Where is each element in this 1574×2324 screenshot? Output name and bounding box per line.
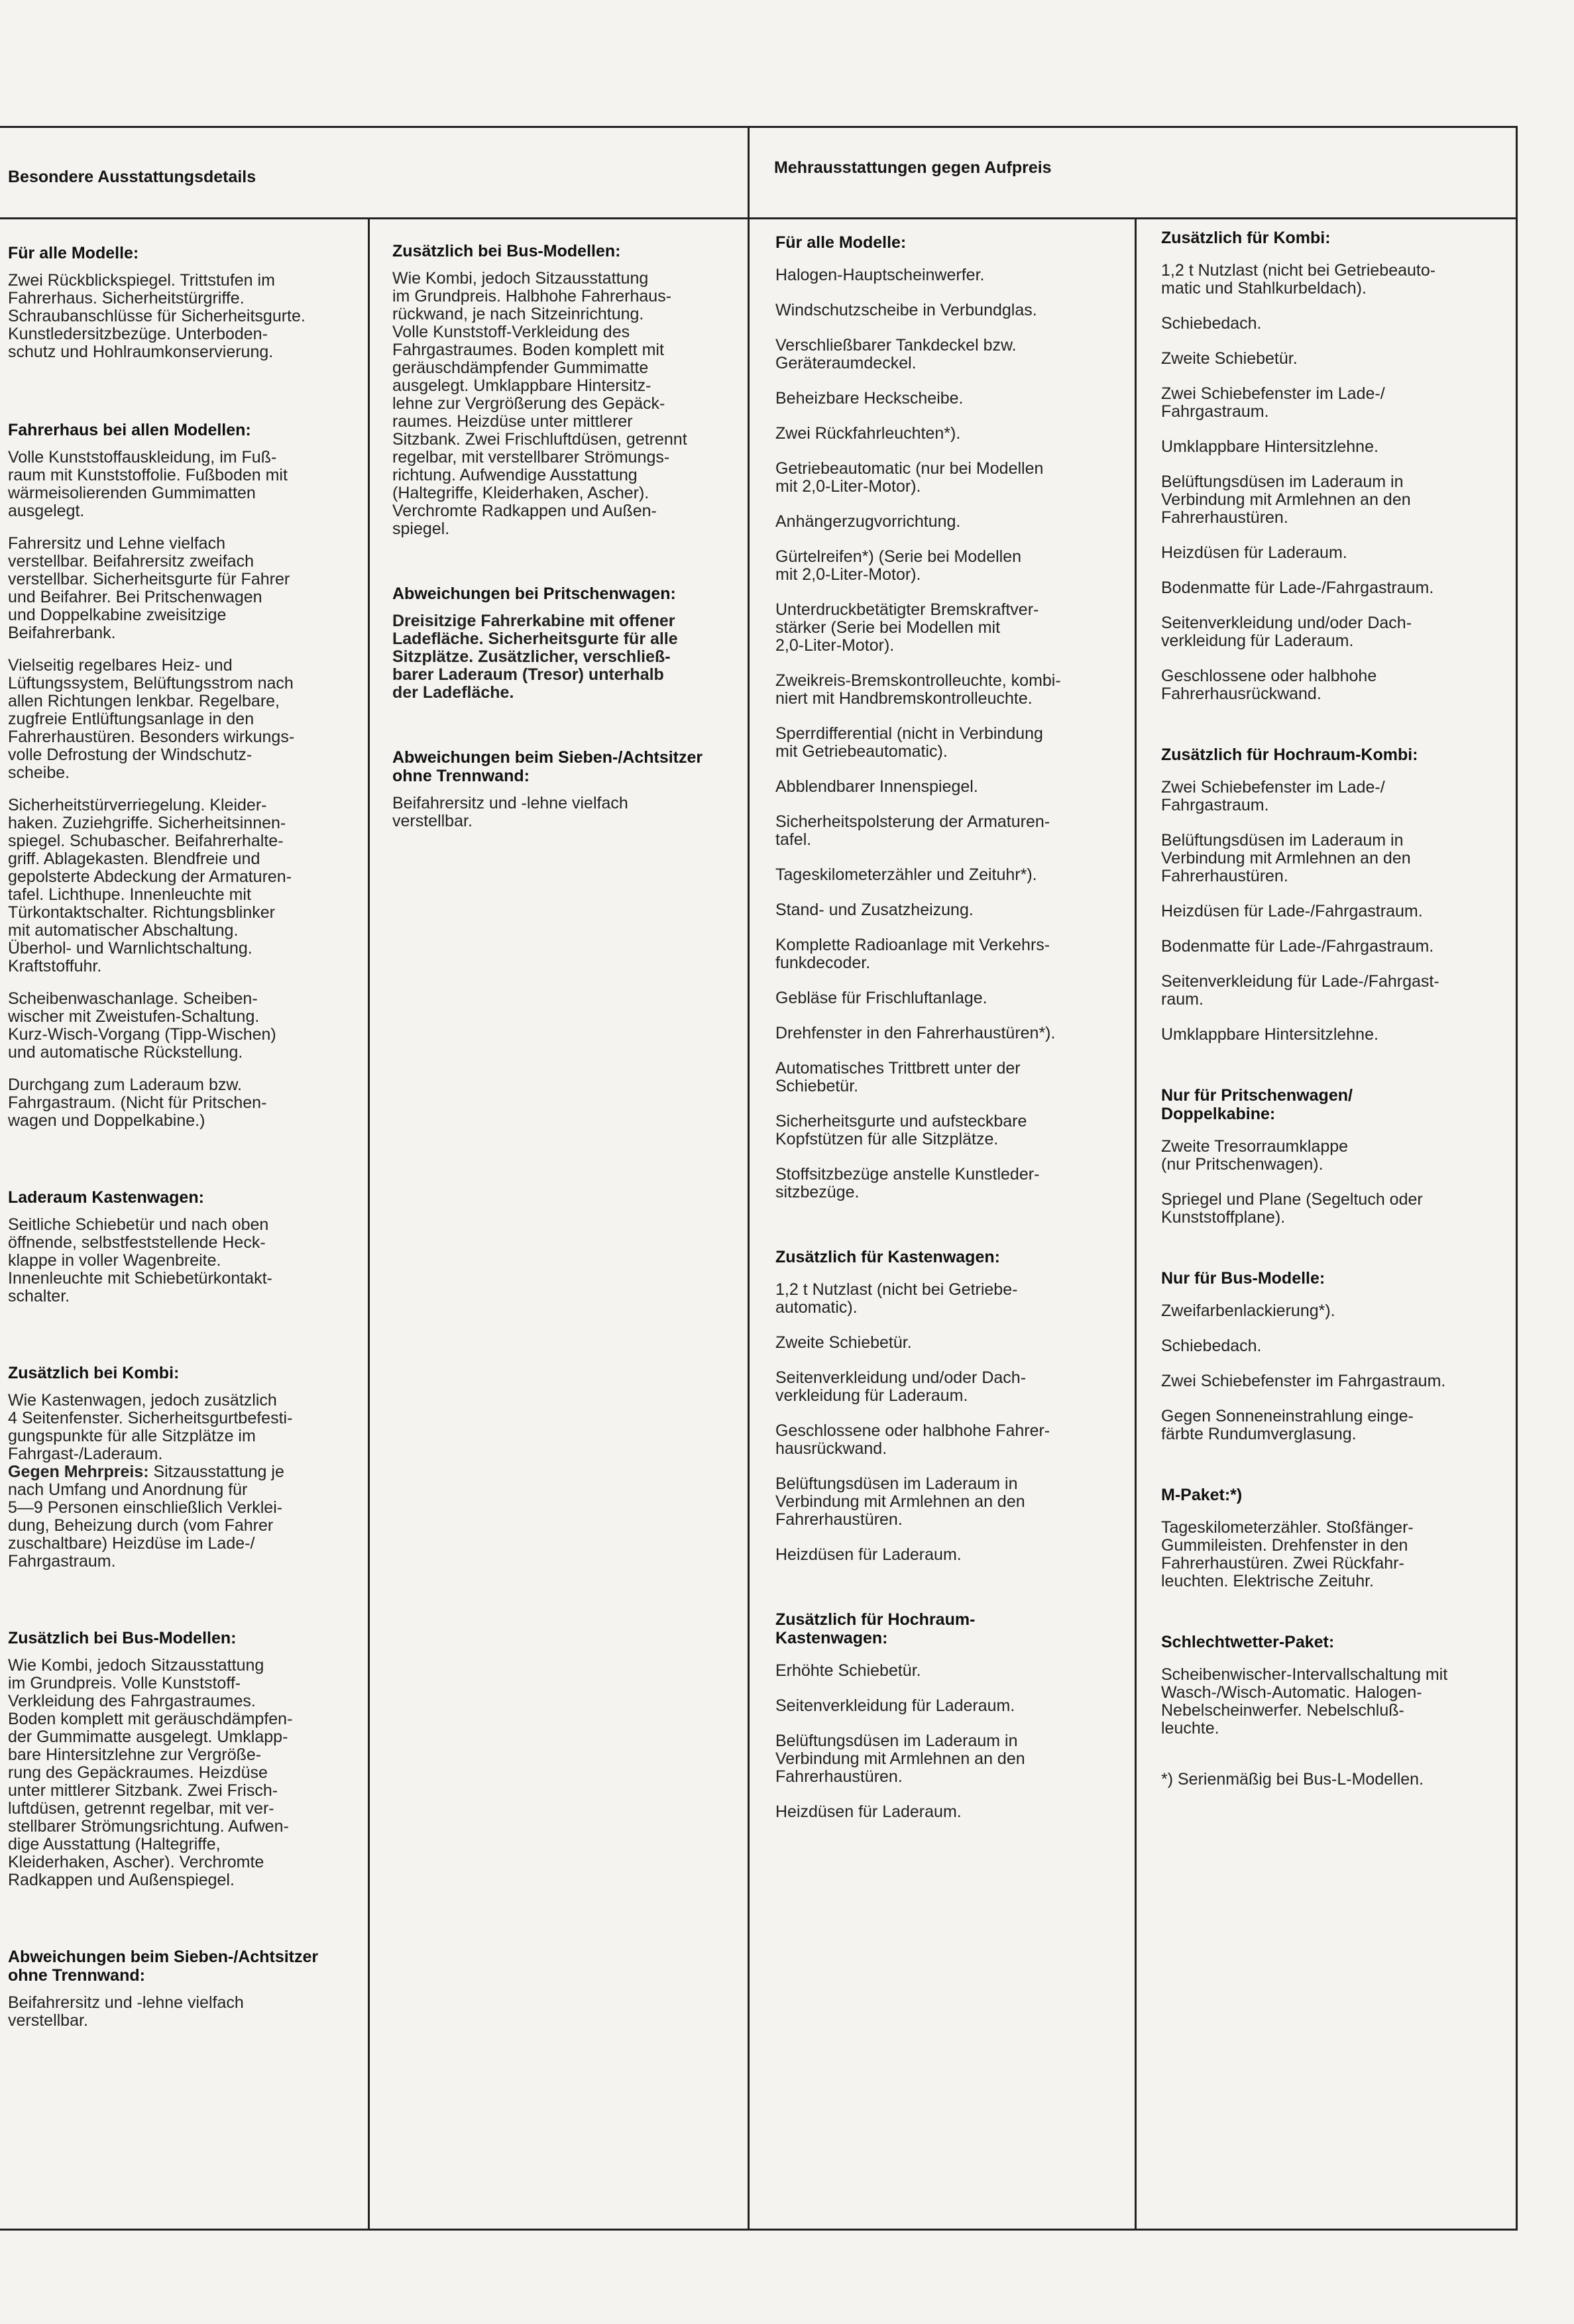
section-extras-high-roof-kombi	[1161, 746, 1509, 1044]
list-item: Sicherheitsgurte und aufsteckbare Kopfstützen für alle Sitzplätze.	[775, 1112, 1027, 1148]
bottom-border-line	[0, 2229, 1518, 2231]
section-text: Vielseitig regelbares Heiz- und Lüftungssystem, Belüftungsstrom nach allen Richtungen lenkbar. Regelbare, zugfreie Entlüftungsanlage in den Fahrerhaustüren. Besonders wirkungs- volle Defrostung der Windschutz- scheibe.	[8, 656, 295, 782]
section-title: Für alle Modelle:	[775, 233, 907, 252]
surcharge-text: Sitzausstattung je nach Umfang und Anordnung für 5—9 Personen einschließlich Verklei- dung, Beheizung durch (vom Fahrer zuschaltbare) Heizdüse im Lade-/ Fahrgastraum.	[8, 1463, 284, 1571]
list-item: Seitenverkleidung für Laderaum.	[775, 1696, 1015, 1715]
section-extras-high-roof-van	[775, 1610, 1127, 1821]
section-title: Abweichungen beim Sieben-/Achtsitzer ohne Trennwand:	[8, 1948, 319, 1985]
list-item: Bodenmatte für Lade-/Fahrgastraum.	[1161, 579, 1434, 597]
list-item: Tageskilometerzähler und Zeituhr*).	[775, 865, 1037, 884]
list-item: Bodenmatte für Lade-/Fahrgastraum.	[1161, 937, 1434, 956]
list-item: Zwei Schiebefenster im Fahrgastraum.	[1161, 1372, 1446, 1390]
list-item: Zweite Tresorraumklappe (nur Pritschenwagen).	[1161, 1137, 1349, 1174]
list-item: 1,2 t Nutzlast (nicht bei Getriebe- automatic).	[775, 1280, 1018, 1317]
section-pickup-deviations	[392, 584, 737, 702]
section-text: Seitliche Schiebetür und nach oben öffnende, selbstfeststellende Heck- klappe in voller Wagenbreite. Innenleuchte mit Schiebetürkontakt- schalter.	[8, 1215, 272, 1305]
section-title: Zusätzlich bei Kombi:	[8, 1364, 180, 1382]
section-extras-kombi	[1161, 229, 1509, 703]
right-section-heading: Mehrausstattungen gegen Aufpreis	[774, 158, 1052, 177]
section-title: Nur für Pritschenwagen/ Doppelkabine:	[1161, 1086, 1353, 1123]
column-divider-3	[1135, 217, 1137, 2230]
list-item: Sicherheitspolsterung der Armaturen- tafel.	[775, 812, 1050, 849]
section-all-models	[8, 244, 359, 361]
section-bad-weather-package	[1161, 1633, 1509, 1738]
footnote: *) Serienmäßig bei Bus-L-Modellen.	[1161, 1770, 1424, 1789]
section-title: Zusätzlich bei Bus-Modellen:	[392, 242, 621, 260]
list-item: Zwei Schiebefenster im Lade-/ Fahrgastraum.	[1161, 778, 1385, 814]
right-border-line	[1516, 126, 1518, 2231]
section-text: Wie Kombi, jedoch Sitzausstattung im Grundpreis. Volle Kunststoff- Verkleidung des Fahrgastraumes. Boden komplett mit geräuschdämpfen- der Gummimatte ausgelegt. Umklapp- bare Hintersitzlehne zur Vergröße- rung des Gepäckraumes. Heizdüse unter mittlerer Sitzbank. Zwei Frisch- luftdüsen, getrennt regelbar, mit ver- stellbarer Strömungsrichtung. Aufwen- dige Ausstattung (Haltegriffe, Kleiderhaken, Ascher). Verchromte Radkappen und Außenspiegel.	[8, 1656, 293, 1889]
list-item: Gebläse für Frischluftanlage.	[775, 989, 987, 1007]
section-title: Laderaum Kastenwagen:	[8, 1188, 204, 1207]
section-extras-cargo-van	[775, 1248, 1127, 1564]
surcharge-label: Gegen Mehrpreis:	[8, 1463, 149, 1481]
section-extras-pickup	[1161, 1086, 1509, 1227]
list-item: Schiebedach.	[1161, 1337, 1262, 1355]
section-text: Wie Kastenwagen, jedoch zusätzlich 4 Seitenfenster. Sicherheitsgurtbefesti- gungspunkte für alle Sitzplätze im Fahrgast-/Laderaum.	[8, 1391, 293, 1463]
section-text: Wie Kombi, jedoch Sitzausstattung im Grundpreis. Halbhohe Fahrerhaus- rückwand, je nach Sitzeinrichtung. Volle Kunststoff-Verkleidung des Fahrgastraumes. Boden komplett mit geräuschdämpfender Gummimatte ausgelegt. Umklappbare Hintersitz- lehne zur Vergrößerung des Gepäck- raumes. Heizdüse unter mittlerer Sitzbank. Zwei Frischluftdüsen, getrennt regelbar, mit verstellbarer Strömungs- richtung. Aufwendige Ausstattung (Haltegriffe, Kleiderhaken, Ascher). Verchromte Radkappen und Außen- spiegel.	[392, 269, 687, 538]
section-title: Abweichungen beim Sieben-/Achtsitzer ohne Trennwand:	[392, 748, 703, 785]
left-section-heading: Besondere Ausstattungsdetails	[8, 168, 256, 186]
list-item: Seitenverkleidung und/oder Dach- verkleidung für Laderaum.	[775, 1368, 1027, 1405]
section-title: Schlechtwetter-Paket:	[1161, 1633, 1335, 1651]
section-text: Zwei Rückblickspiegel. Trittstufen im Fahrerhaus. Sicherheitstürgriffe. Schraubanschlüsse für Sicherheitsgurte. Kunstledersitzbezüge. Unterboden- schutz und Hohlraumkonservierung.	[8, 271, 306, 361]
list-item: 1,2 t Nutzlast (nicht bei Getriebeauto- matic und Stahlkurbeldach).	[1161, 261, 1436, 298]
section-seven-eight-seater	[392, 748, 737, 830]
list-item: Heizdüsen für Laderaum.	[775, 1802, 962, 1821]
list-item: Scheibenwischer-Intervallschaltung mit Wasch-/Wisch-Automatic. Halogen- Nebelscheinwerfer. Nebelschluß- leuchte.	[1161, 1665, 1448, 1738]
section-seven-eight-seater	[8, 1948, 359, 2030]
column-extras-1	[775, 233, 1127, 1838]
header-divider-line	[0, 217, 1518, 219]
column-standard-details-2	[392, 242, 737, 845]
section-cab-all-models	[8, 421, 359, 1130]
list-item: Seitenverkleidung für Lade-/Fahrgast- raum.	[1161, 972, 1439, 1009]
list-item: Abblendbarer Innenspiegel.	[775, 777, 978, 796]
list-item: Zweikreis-Bremskontrolleuchte, kombi- niert mit Handbremskontrolleuchte.	[775, 671, 1061, 708]
list-item: Automatisches Trittbrett unter der Schiebetür.	[775, 1059, 1021, 1095]
column-divider-1	[368, 217, 370, 2230]
list-item: Belüftungsdüsen im Laderaum in Verbindung mit Armlehnen an den Fahrerhaustüren.	[775, 1474, 1025, 1529]
section-text: Dreisitzige Fahrerkabine mit offener Ladefläche. Sicherheitsgurte für alle Sitzplätze. Zusätzlicher, verschließ- barer Laderaum (Tresor) unterhalb der Ladefläche.	[392, 612, 678, 702]
section-cargo-van	[8, 1188, 359, 1305]
section-title: Zusätzlich bei Bus-Modellen:	[8, 1629, 237, 1647]
list-item: Erhöhte Schiebetür.	[775, 1661, 921, 1680]
list-item: Belüftungsdüsen im Laderaum in Verbindung mit Armlehnen an den Fahrerhaustüren.	[1161, 472, 1411, 527]
list-item: Geschlossene oder halbhohe Fahrer- hausrückwand.	[775, 1421, 1050, 1458]
list-item: Verschließbarer Tankdeckel bzw. Geräteraumdeckel.	[775, 336, 1017, 372]
list-item: Zweite Schiebetür.	[1161, 349, 1298, 368]
list-item: Getriebeautomatic (nur bei Modellen mit 2,0-Liter-Motor).	[775, 459, 1044, 496]
section-text: Scheibenwaschanlage. Scheiben- wischer mit Zweistufen-Schaltung. Kurz-Wisch-Vorgang (Tipp-Wischen) und automatische Rückstellung.	[8, 989, 276, 1062]
list-item: Stoffsitzbezüge anstelle Kunstleder- sitzbezüge.	[775, 1165, 1040, 1201]
section-title: Zusätzlich für Hochraum-Kombi:	[1161, 746, 1418, 764]
list-item: Belüftungsdüsen im Laderaum in Verbindung mit Armlehnen an den Fahrerhaustüren.	[775, 1732, 1025, 1786]
list-item: Beheizbare Heckscheibe.	[775, 389, 964, 408]
list-item: Heizdüsen für Lade-/Fahrgastraum.	[1161, 902, 1423, 920]
list-item: Umklappbare Hintersitzlehne.	[1161, 437, 1378, 456]
list-item: Sperrdifferential (nicht in Verbindung mit Getriebeautomatic).	[775, 724, 1043, 761]
list-item: Heizdüsen für Laderaum.	[775, 1545, 962, 1564]
section-title: Fahrerhaus bei allen Modellen:	[8, 421, 251, 439]
list-item: Geschlossene oder halbhohe Fahrerhausrückwand.	[1161, 667, 1377, 703]
section-text: Volle Kunststoffauskleidung, im Fuß- raum mit Kunststoffolie. Fußboden mit wärmeisolierenden Gummimatten ausgelegt.	[8, 448, 288, 520]
list-item: Gürtelreifen*) (Serie bei Modellen mit 2,0-Liter-Motor).	[775, 547, 1022, 584]
list-item: Umklappbare Hintersitzlehne.	[1161, 1025, 1378, 1044]
section-bus-models	[8, 1629, 359, 1889]
section-text: Sicherheitstürverriegelung. Kleider- haken. Zuziehgriffe. Sicherheitsinnen- spiegel. Schubascher. Beifahrerhalte- griff. Ablagekasten. Blendfreie und gepolsterte Abdeckung der Armaturen- tafel. Lichthupe. Innenleuchte mit Türkontaktschalter. Richtungsblinker mit automatischer Abschaltung. Überhol- und Warnlichtschaltung. Kraftstoffuhr.	[8, 796, 292, 975]
section-title: Zusätzlich für Kastenwagen:	[775, 1248, 1000, 1266]
list-item: Unterdruckbetätigter Bremskraftver- stärker (Serie bei Modellen mit 2,0-Liter-Motor).	[775, 600, 1039, 655]
list-item: Anhängerzugvorrichtung.	[775, 512, 961, 531]
column-divider-2	[748, 126, 750, 2230]
section-title: Zusätzlich für Kombi:	[1161, 229, 1331, 247]
section-title: Für alle Modelle:	[8, 244, 139, 262]
list-item: Zwei Rückfahrleuchten*).	[775, 424, 961, 443]
section-kombi	[8, 1364, 359, 1571]
list-item: Spriegel und Plane (Segeltuch oder Kunststoffplane).	[1161, 1190, 1423, 1227]
list-item: Zweifarbenlackierung*).	[1161, 1301, 1335, 1320]
section-text: Beifahrersitz und -lehne vielfach verstellbar.	[392, 794, 628, 830]
list-item: Windschutzscheibe in Verbundglas.	[775, 301, 1037, 319]
list-item: Seitenverkleidung und/oder Dach- verkleidung für Laderaum.	[1161, 614, 1412, 650]
list-item: Stand- und Zusatzheizung.	[775, 901, 974, 919]
section-extras-bus	[1161, 1269, 1509, 1443]
section-title: Zusätzlich für Hochraum- Kastenwagen:	[775, 1610, 976, 1647]
list-item: Drehfenster in den Fahrerhaustüren*).	[775, 1024, 1056, 1042]
list-item: Zwei Schiebefenster im Lade-/ Fahrgastraum.	[1161, 384, 1385, 421]
list-item: Schiebedach.	[1161, 314, 1262, 333]
column-standard-details-1	[8, 244, 359, 2044]
section-text: Beifahrersitz und -lehne vielfach verstellbar.	[8, 1993, 244, 2030]
section-title: Nur für Bus-Modelle:	[1161, 1269, 1325, 1288]
list-item: Gegen Sonneneinstrahlung einge- färbte Rundumverglasung.	[1161, 1407, 1414, 1443]
list-item: Halogen-Hauptscheinwerfer.	[775, 266, 985, 284]
section-bus-models	[392, 242, 737, 538]
top-border-line	[0, 126, 1518, 128]
section-extras-all-models	[775, 233, 1127, 1201]
section-title: M-Paket:*)	[1161, 1486, 1243, 1504]
column-extras-2	[1161, 229, 1509, 1806]
list-item: Belüftungsdüsen im Laderaum in Verbindung mit Armlehnen an den Fahrerhaustüren.	[1161, 831, 1411, 885]
list-item: Komplette Radioanlage mit Verkehrs- funkdecoder.	[775, 936, 1050, 972]
section-text: Fahrersitz und Lehne vielfach verstellbar. Beifahrersitz zweifach verstellbar. Sicherheitsgurte für Fahrer und Beifahrer. Bei Pritschenwagen und Doppelkabine zweisitzige Beifahrerbank.	[8, 534, 290, 642]
list-item: Heizdüsen für Laderaum.	[1161, 543, 1347, 562]
list-item: Zweite Schiebetür.	[775, 1333, 912, 1352]
list-item: Tageskilometerzähler. Stoßfänger- Gummileisten. Drehfenster in den Fahrerhaustüren. Zwei Rückfahr- leuchten. Elektrische Zeituhr.	[1161, 1518, 1414, 1590]
section-m-package	[1161, 1486, 1509, 1590]
section-text-surcharge	[8, 1463, 359, 1571]
section-text: Durchgang zum Laderaum bzw. Fahrgastraum. (Nicht für Pritschen- wagen und Doppelkabine.)	[8, 1076, 267, 1130]
section-title: Abweichungen bei Pritschenwagen:	[392, 584, 676, 603]
